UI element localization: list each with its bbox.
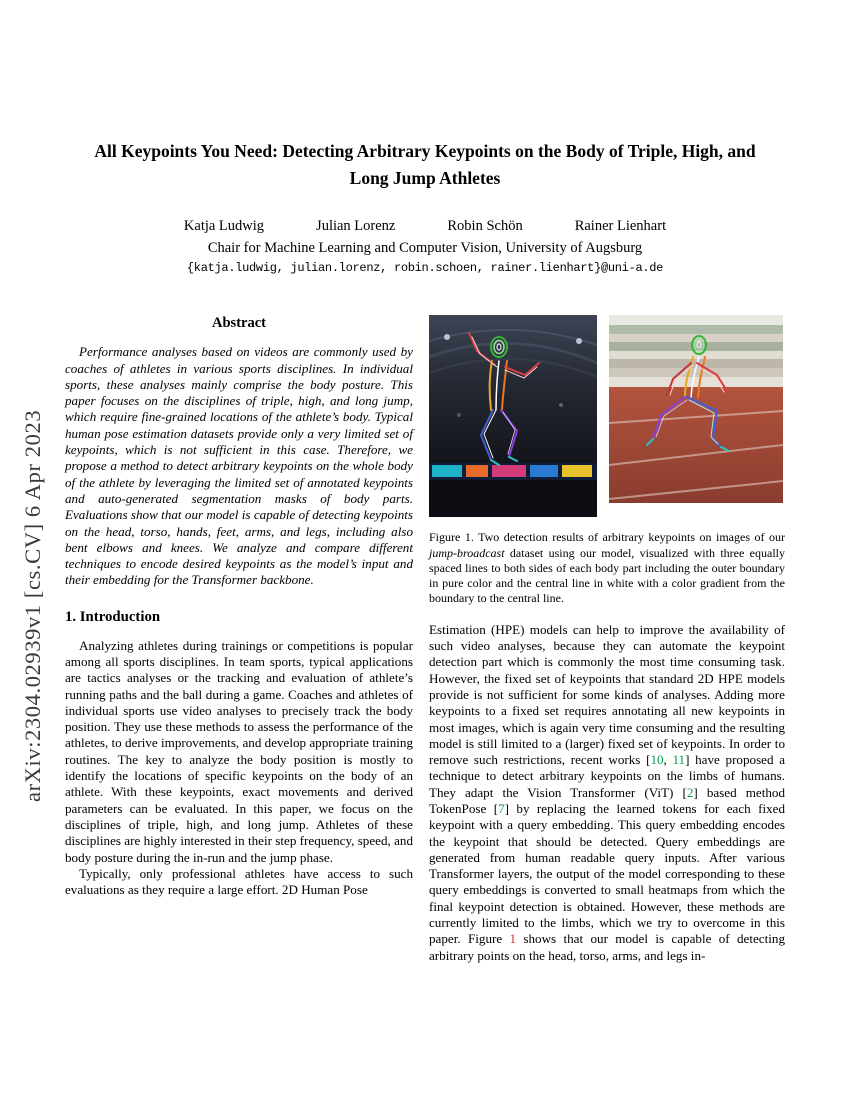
text-segment: Estimation (HPE) models can help to improve the availability of such video analyses, because they can automate the keypoint detection part which is commonly the most time consuming task. However, the fixed set of keypoints that standard 2D HPE models provide is not sufficient for some kinds of analyses. Adding more keypoints to a fixed set requires annotating all new keypoints in most images, which is again very time consuming and the resulting model is still limited to a (larger) fixed set of keypoints. In order to remove such restrictions, recent works [ <box>429 621 785 768</box>
barrier-band <box>609 377 783 387</box>
scoreboard-segments <box>432 465 592 477</box>
text-segment: jump-broadcast <box>429 545 505 560</box>
paper-title: All Keypoints You Need: Detecting Arbitrary Keypoints on the Body of Triple, High, and Long Jump Athletes <box>94 141 756 189</box>
citation-ref[interactable]: 2 <box>686 784 694 800</box>
two-column-body <box>0 315 850 964</box>
figure-image-high-jump <box>429 315 597 517</box>
intro-paragraph-2: Typically, only professional athletes have access to such evaluations as they require a large effort. 2D Human Pose <box>65 865 413 898</box>
arxiv-watermark: arXiv:2304.02939v1 [cs.CV] 6 Apr 2023 <box>20 409 45 802</box>
citation-ref[interactable]: 11 <box>672 752 686 768</box>
figure-ref[interactable]: 1 <box>509 931 517 947</box>
text-segment: , <box>663 752 673 768</box>
left-column <box>65 315 413 898</box>
text-segment: ] have proposed a technique to detect arbitrary keypoints on the limbs of humans. They adapt the Vision Transformer (ViT) [ <box>429 752 786 800</box>
running-track <box>609 387 783 503</box>
dark-ground <box>429 480 597 517</box>
text-segment: shows that our model is capable of detecting arbitrary points on the head, torso, arms, and legs in- <box>429 931 785 963</box>
intro-paragraph-1: Analyzing athletes during trainings or competitions is popular among all sports disciplines. In team sports, typical applications are tactics analyses or the tracking and evaluation of athlete’s running paths and the ball during a game. Coaches and athletes of individual sports use video analyses to precisely track the body position. They use these methods to assess the performance of the athletes, to derive improvements, and develop appropriate training routines. The key to analyze the body position is mostly to identify the locations of specific keypoints on the body of an athlete. With these keypoints, exact movements and derived parameters can be evaluated. In this paper, we focus on the disciplines of triple, high, and long jump. Athletes of these disciplines are highly interested in their step frequency, speed, and body posture during the in-run and the jump phase. <box>65 637 413 865</box>
right-column <box>429 315 785 964</box>
abstract-heading: Abstract <box>212 315 266 332</box>
affiliation-line: Chair for Machine Learning and Computer Vision, University of Augsburg <box>207 240 643 257</box>
citation-ref[interactable]: 7 <box>498 801 505 816</box>
text-segment: ] based method TokenPose [ <box>429 784 786 816</box>
text-segment: ] by replacing the learned tokens for each fixed keypoint with a query embedding. This query embedding encodes the keypoint that should be detected. Query embeddings are generated from human readable query inputs. After various Transformer layers, the output of the model corresponding to these query embeddings is converted to small heatmaps from which the final keypoint detection is obtained. However, these methods are currently limited to the limbs, which we try to overcome in this paper. Figure <box>429 801 786 947</box>
author-name: Katja Ludwig <box>183 218 265 235</box>
section-heading-introduction: 1. Introduction <box>65 608 161 625</box>
email-line: {katja.ludwig, julian.lorenz, robin.schoen, rainer.lienhart}@uni-a.de <box>186 261 664 276</box>
author-row <box>0 218 850 235</box>
author-name: Rainer Lienhart <box>574 218 667 235</box>
abstract-text: Performance analyses based on videos are commonly used by coaches of athletes in various sports disciplines. In individual sports, these analyses mainly comprise the body posture. This paper focuses on the disciplines of triple, high, and long jump, which require fine-grained locations of the athlete’s body. Typical human pose estimation datasets provide only a very limited set of keypoints, which is not sufficient in this case. Therefore, we propose a method to detect arbitrary keypoints on the whole body of the athlete by leveraging the limited set of annotated keypoints and auto-generated segmentation masks of body parts. Evaluations show that our model is capable of detecting keypoints on the head, torso, hands, feet, arms, and legs, including also bent elbows and knees. We analyze and compare different techniques to encode desired keypoints as the model’s input and their embedding for the Transformer backbone. <box>65 344 413 588</box>
figure-1 <box>429 315 785 517</box>
figure-1-caption <box>429 530 785 606</box>
right-column-paragraph <box>429 622 785 964</box>
text-segment: dataset using our model, visualized with three equally spaced lines to both sides of each body part including the outer boundary in pure color and the central line in white with a color gradient from the boundary to the central line. <box>429 545 785 606</box>
author-name: Julian Lorenz <box>316 218 396 235</box>
citation-ref[interactable]: 10 <box>650 752 664 768</box>
author-name: Robin Schön <box>447 218 523 235</box>
figure-image-long-jump <box>609 315 783 503</box>
text-segment: Figure 1. Two detection results of arbitrary keypoints on images of our <box>429 530 785 545</box>
